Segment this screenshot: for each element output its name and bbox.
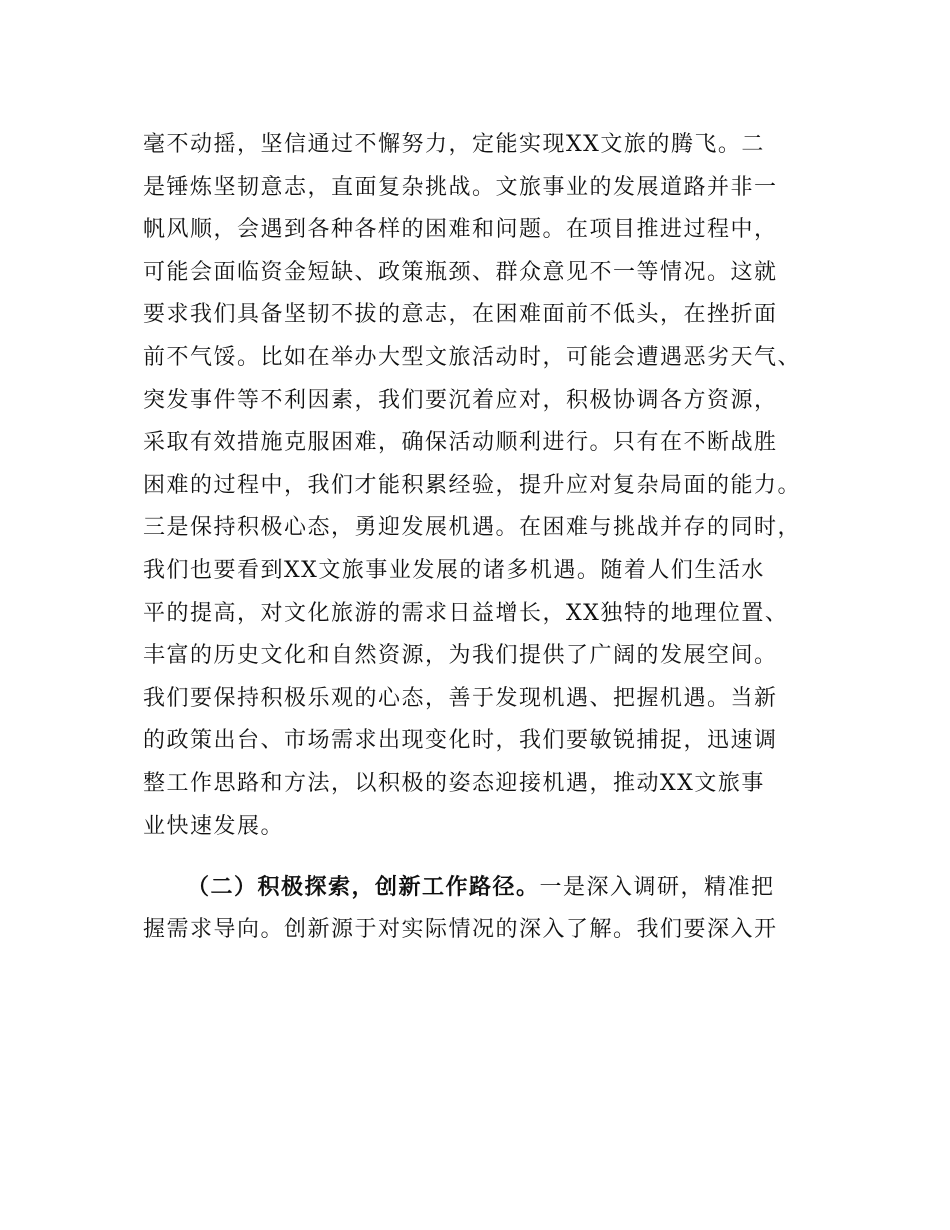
body-line: 突发事件等不利因素，我们要沉着应对，积极协调各方资源， [143, 387, 778, 413]
body-line: 采取有效措施克服困难，确保活动顺利进行。只有在不断战胜 [143, 430, 778, 456]
body-text: 一是深入调研，精准把 [539, 875, 775, 901]
body-line: 前不气馁。比如在举办大型文旅活动时，可能会遭遇恶劣天气、 [143, 344, 802, 370]
body-line: 要求我们具备坚韧不拔的意志，在困难面前不低头，在挫折面 [143, 302, 778, 328]
body-line: 毫不动摇，坚信通过不懈努力，定能实现XX文旅的腾飞。二 [143, 132, 765, 157]
body-line: 整工作思路和方法，以积极的姿态迎接机遇，推动XX文旅事 [143, 770, 765, 796]
body-line: 握需求导向。创新源于对实际情况的深入了解。我们要深入开 [143, 916, 778, 942]
body-line: 我们要保持积极乐观的心态，善于发现机遇、把握机遇。当新 [143, 685, 778, 711]
section-heading: （二）积极探索，创新工作路径。 [187, 874, 540, 901]
body-line: 是锤炼坚韧意志，直面复杂挑战。文旅事业的发展道路并非一 [143, 174, 778, 200]
body-line: 帆风顺，会遇到各种各样的困难和问题。在项目推进过程中， [143, 217, 778, 243]
body-line: 困难的过程中，我们才能积累经验，提升应对复杂局面的能力。 [143, 472, 802, 498]
body-line: 三是保持积极心态，勇迎发展机遇。在困难与挑战并存的同时， [143, 515, 802, 541]
section-heading-line [143, 866, 843, 909]
paragraph-gap [143, 848, 843, 866]
body-line: 可能会面临资金短缺、政策瓶颈、群众意见不一等情况。这就 [143, 259, 778, 285]
body-line: 我们也要看到XX文旅事业发展的诸多机遇。随着人们生活水 [143, 557, 765, 583]
body-line: 的政策出台、市场需求出现变化时，我们要敏锐捕捉，迅速调 [143, 728, 778, 754]
body-line: 丰富的历史文化和自然资源，为我们提供了广阔的发展空间。 [143, 643, 778, 669]
body-line: 平的提高，对文化旅游的需求日益增长，XX独特的地理位置、 [143, 600, 789, 626]
document-body [143, 124, 843, 951]
body-line: 业快速发展。 [143, 813, 285, 839]
